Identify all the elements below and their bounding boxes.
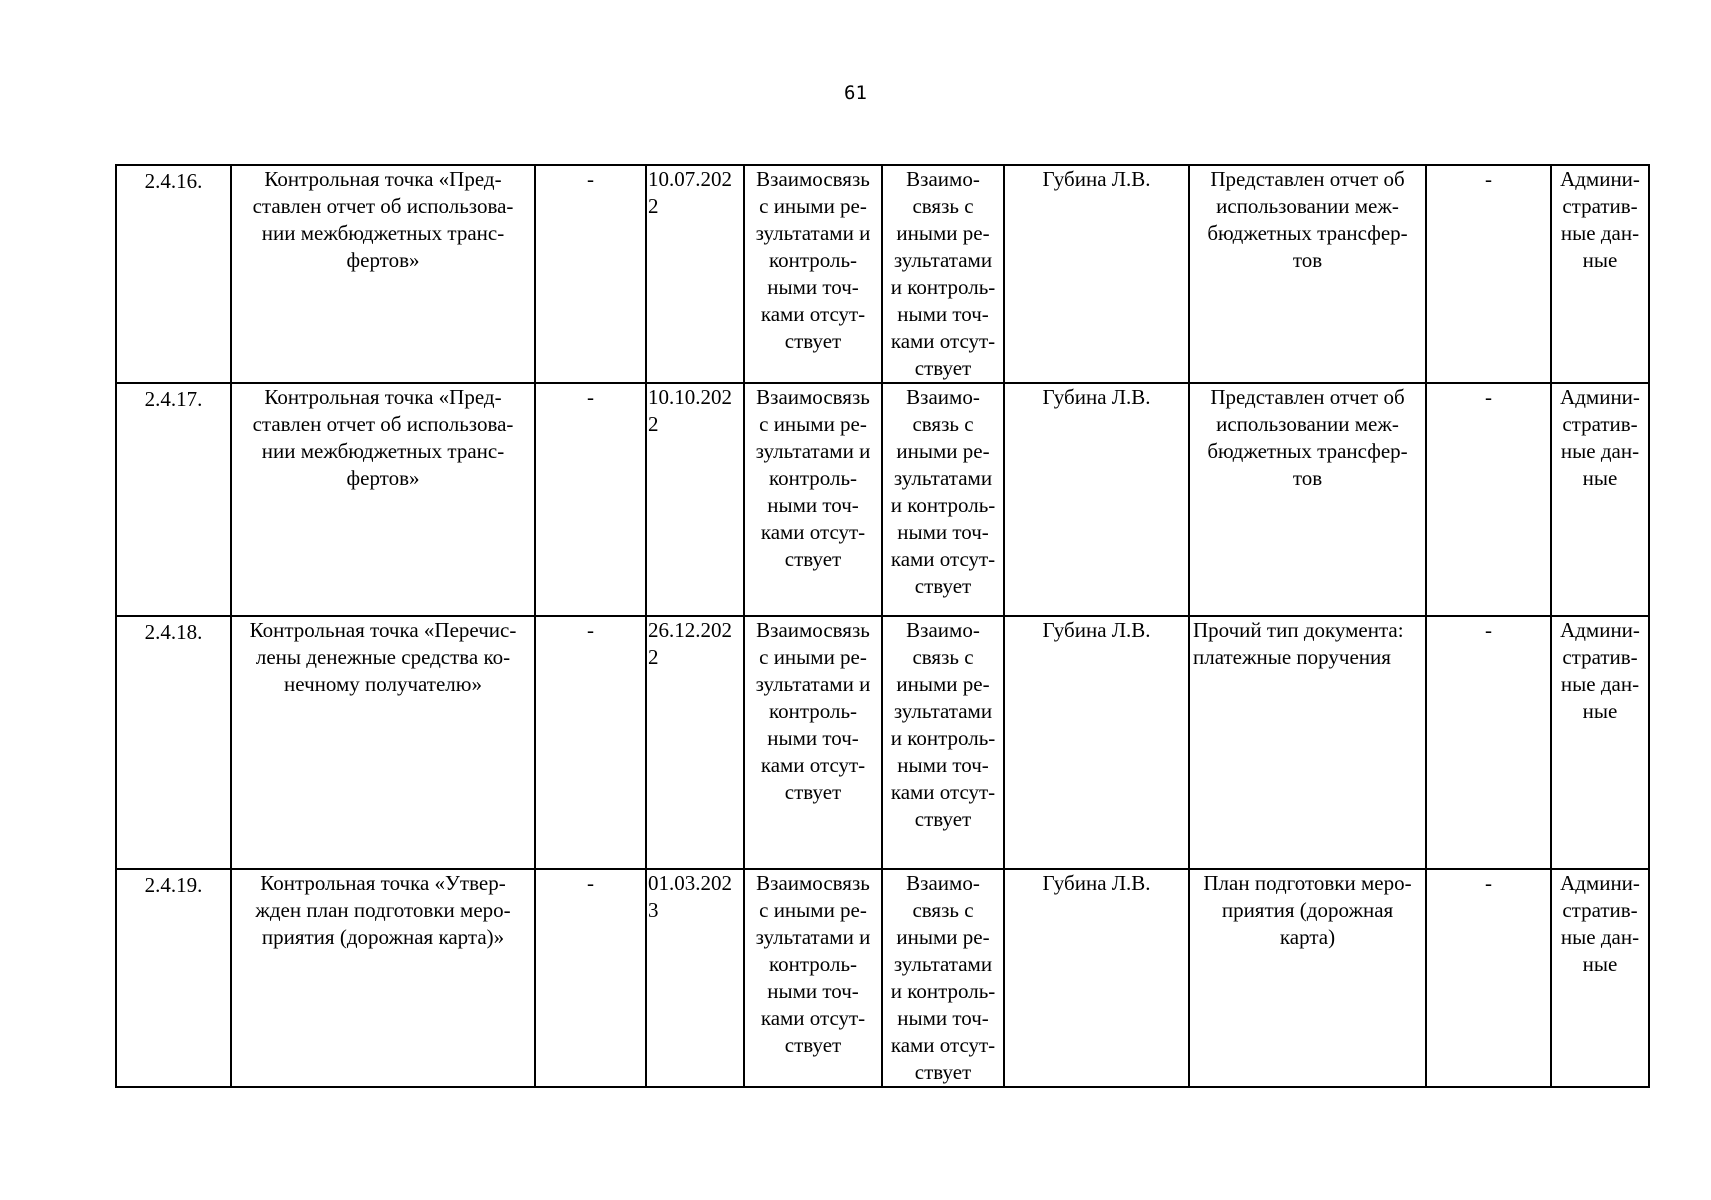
cell-relation-1-line: с иными ре- bbox=[759, 194, 867, 218]
cell-relation-2 bbox=[882, 383, 1004, 616]
cell-document-line: бюджетных трансфер- bbox=[1207, 439, 1408, 463]
cell-relation-1-line: Взаимосвязь bbox=[756, 385, 870, 409]
cell-source-line: ные bbox=[1582, 248, 1618, 272]
cell-document-line: использовании меж- bbox=[1216, 194, 1399, 218]
cell-relation-2-line: ками отсут- bbox=[890, 547, 996, 571]
cell-relation-1-line: с иными ре- bbox=[759, 645, 867, 669]
table-row bbox=[116, 869, 1649, 1087]
cell-control-point-name-line: фертов» bbox=[346, 248, 420, 272]
cell-column-3: - bbox=[535, 869, 646, 1087]
cell-document-line: приятия (дорожная bbox=[1221, 898, 1394, 922]
cell-number: 2.4.17. bbox=[116, 383, 231, 616]
cell-relation-2-line: Взаимо- bbox=[906, 618, 980, 642]
cell-relation-1-line: ками отсут- bbox=[760, 753, 866, 777]
cell-control-point-name-line: ставлен отчет об использова- bbox=[252, 412, 514, 436]
cell-control-point-name bbox=[231, 616, 535, 869]
cell-document-line: тов bbox=[1292, 248, 1323, 272]
cell-relation-2-line: связь с bbox=[912, 645, 974, 669]
cell-control-point-name-line: лены денежные средства ко- bbox=[255, 645, 511, 669]
cell-document-line: Прочий тип документа: bbox=[1193, 618, 1404, 642]
cell-source bbox=[1551, 383, 1649, 616]
cell-source-line: ные дан- bbox=[1560, 221, 1640, 245]
cell-number: 2.4.16. bbox=[116, 165, 231, 383]
cell-date: 10.10.2022 bbox=[646, 383, 744, 616]
cell-source-line: стратив- bbox=[1562, 412, 1638, 436]
table-row bbox=[116, 383, 1649, 616]
cell-document bbox=[1189, 383, 1426, 616]
cell-control-point-name-line: нии межбюджетных транс- bbox=[261, 439, 505, 463]
cell-responsible: Губина Л.В. bbox=[1004, 165, 1189, 383]
cell-relation-2-line: и контроль- bbox=[890, 275, 996, 299]
cell-relation-1-line: контроль- bbox=[768, 952, 858, 976]
cell-relation-1-line: Взаимосвязь bbox=[756, 618, 870, 642]
cell-relation-2 bbox=[882, 165, 1004, 383]
cell-relation-2 bbox=[882, 869, 1004, 1087]
cell-relation-2-line: связь с bbox=[912, 898, 974, 922]
cell-document bbox=[1189, 616, 1426, 869]
cell-relation-1-line: зультатами и bbox=[755, 672, 871, 696]
cell-document bbox=[1189, 165, 1426, 383]
cell-relation-2-line: ствует bbox=[914, 356, 972, 380]
cell-document-line: бюджетных трансфер- bbox=[1207, 221, 1408, 245]
cell-source-line: ные bbox=[1582, 466, 1618, 490]
cell-relation-1 bbox=[744, 616, 882, 869]
cell-relation-2-line: связь с bbox=[912, 194, 974, 218]
cell-source-line: стратив- bbox=[1562, 645, 1638, 669]
cell-number: 2.4.19. bbox=[116, 869, 231, 1087]
cell-document-line: Представлен отчет об bbox=[1210, 167, 1405, 191]
cell-responsible: Губина Л.В. bbox=[1004, 869, 1189, 1087]
cell-relation-1-line: ными точ- bbox=[767, 493, 859, 517]
cell-column-9: - bbox=[1426, 616, 1551, 869]
cell-source-line: стратив- bbox=[1562, 898, 1638, 922]
cell-relation-1-line: ками отсут- bbox=[760, 302, 866, 326]
cell-relation-1-line: контроль- bbox=[768, 248, 858, 272]
cell-relation-2-line: Взаимо- bbox=[906, 871, 980, 895]
cell-control-point-name-line: ставлен отчет об использова- bbox=[252, 194, 514, 218]
cell-relation-2-line: Взаимо- bbox=[906, 167, 980, 191]
cell-relation-1 bbox=[744, 165, 882, 383]
cell-relation-2-line: зультатами bbox=[893, 248, 993, 272]
cell-relation-2-line: ствует bbox=[914, 1060, 972, 1084]
cell-document-line: Представлен отчет об bbox=[1210, 385, 1405, 409]
cell-relation-2-line: ными точ- bbox=[897, 753, 989, 777]
cell-column-3: - bbox=[535, 383, 646, 616]
cell-date: 01.03.2023 bbox=[646, 869, 744, 1087]
cell-control-point-name-line: Контрольная точка «Пред- bbox=[264, 167, 502, 191]
cell-control-point-name-line: Контрольная точка «Перечис- bbox=[249, 618, 517, 642]
cell-source-line: Админи- bbox=[1560, 618, 1640, 642]
cell-relation-2-line: и контроль- bbox=[890, 726, 996, 750]
cell-relation-2-line: и контроль- bbox=[890, 493, 996, 517]
cell-control-point-name-line: жден план подготовки меро- bbox=[255, 898, 511, 922]
cell-control-point-name-line: приятия (дорожная карта)» bbox=[261, 925, 505, 949]
cell-relation-1-line: ствует bbox=[784, 547, 842, 571]
cell-relation-2-line: зультатами bbox=[893, 952, 993, 976]
cell-control-point-name bbox=[231, 383, 535, 616]
cell-control-point-name-line: фертов» bbox=[346, 466, 420, 490]
cell-source-line: ные дан- bbox=[1560, 925, 1640, 949]
cell-relation-2-line: ствует bbox=[914, 807, 972, 831]
cell-source-line: ные bbox=[1582, 699, 1618, 723]
table-row bbox=[116, 165, 1649, 383]
control-points-table bbox=[115, 164, 1650, 1088]
cell-relation-1-line: зультатами и bbox=[755, 221, 871, 245]
cell-responsible: Губина Л.В. bbox=[1004, 383, 1189, 616]
cell-relation-1-line: контроль- bbox=[768, 466, 858, 490]
cell-source bbox=[1551, 616, 1649, 869]
cell-relation-2 bbox=[882, 616, 1004, 869]
table-row bbox=[116, 616, 1649, 869]
cell-relation-2-line: ками отсут- bbox=[890, 780, 996, 804]
cell-relation-1-line: ными точ- bbox=[767, 979, 859, 1003]
cell-relation-1-line: зультатами и bbox=[755, 439, 871, 463]
cell-source-line: Админи- bbox=[1560, 385, 1640, 409]
cell-source-line: стратив- bbox=[1562, 194, 1638, 218]
cell-responsible: Губина Л.В. bbox=[1004, 616, 1189, 869]
cell-relation-1 bbox=[744, 383, 882, 616]
cell-relation-1-line: ствует bbox=[784, 1033, 842, 1057]
cell-relation-2-line: ными точ- bbox=[897, 520, 989, 544]
cell-relation-1-line: с иными ре- bbox=[759, 898, 867, 922]
cell-control-point-name-line: нечному получателю» bbox=[284, 672, 482, 696]
cell-relation-2-line: и контроль- bbox=[890, 979, 996, 1003]
cell-source-line: ные дан- bbox=[1560, 672, 1640, 696]
cell-relation-1-line: ками отсут- bbox=[760, 1006, 866, 1030]
cell-relation-1-line: зультатами и bbox=[755, 925, 871, 949]
cell-relation-1-line: ствует bbox=[784, 780, 842, 804]
cell-relation-2-line: иными ре- bbox=[896, 925, 990, 949]
page-number: 61 bbox=[844, 82, 867, 104]
cell-relation-2-line: ками отсут- bbox=[890, 329, 996, 353]
cell-relation-2-line: иными ре- bbox=[896, 439, 990, 463]
cell-relation-2-line: связь с bbox=[912, 412, 974, 436]
cell-document-line: тов bbox=[1292, 466, 1323, 490]
cell-column-3: - bbox=[535, 165, 646, 383]
cell-relation-1-line: ками отсут- bbox=[760, 520, 866, 544]
cell-relation-2-line: ками отсут- bbox=[890, 1033, 996, 1057]
cell-column-9: - bbox=[1426, 383, 1551, 616]
cell-relation-2-line: ными точ- bbox=[897, 302, 989, 326]
cell-document-line: План подготовки меро- bbox=[1203, 871, 1412, 895]
cell-relation-1-line: ствует bbox=[784, 329, 842, 353]
cell-relation-2-line: Взаимо- bbox=[906, 385, 980, 409]
cell-date: 26.12.2022 bbox=[646, 616, 744, 869]
cell-control-point-name bbox=[231, 869, 535, 1087]
cell-source-line: Админи- bbox=[1560, 871, 1640, 895]
cell-relation-2-line: иными ре- bbox=[896, 221, 990, 245]
cell-relation-1-line: контроль- bbox=[768, 699, 858, 723]
cell-relation-2-line: зультатами bbox=[893, 699, 993, 723]
cell-relation-1-line: с иными ре- bbox=[759, 412, 867, 436]
cell-column-9: - bbox=[1426, 869, 1551, 1087]
cell-column-9: - bbox=[1426, 165, 1551, 383]
cell-document-line: использовании меж- bbox=[1216, 412, 1399, 436]
cell-document bbox=[1189, 869, 1426, 1087]
cell-relation-2-line: зультатами bbox=[893, 466, 993, 490]
cell-control-point-name-line: Контрольная точка «Утвер- bbox=[260, 871, 506, 895]
cell-source bbox=[1551, 165, 1649, 383]
cell-relation-1 bbox=[744, 869, 882, 1087]
cell-control-point-name bbox=[231, 165, 535, 383]
cell-relation-2-line: иными ре- bbox=[896, 672, 990, 696]
cell-relation-1-line: ными точ- bbox=[767, 275, 859, 299]
cell-column-3: - bbox=[535, 616, 646, 869]
cell-source bbox=[1551, 869, 1649, 1087]
cell-number: 2.4.18. bbox=[116, 616, 231, 869]
cell-relation-1-line: Взаимосвязь bbox=[756, 167, 870, 191]
cell-control-point-name-line: Контрольная точка «Пред- bbox=[264, 385, 502, 409]
cell-source-line: Админи- bbox=[1560, 167, 1640, 191]
cell-source-line: ные bbox=[1582, 952, 1618, 976]
cell-document-line: карта) bbox=[1279, 925, 1336, 949]
cell-date: 10.07.2022 bbox=[646, 165, 744, 383]
cell-relation-1-line: ными точ- bbox=[767, 726, 859, 750]
cell-relation-2-line: ными точ- bbox=[897, 1006, 989, 1030]
cell-relation-2-line: ствует bbox=[914, 574, 972, 598]
cell-source-line: ные дан- bbox=[1560, 439, 1640, 463]
cell-document-line: платежные поручения bbox=[1193, 645, 1391, 669]
cell-control-point-name-line: нии межбюджетных транс- bbox=[261, 221, 505, 245]
cell-relation-1-line: Взаимосвязь bbox=[756, 871, 870, 895]
